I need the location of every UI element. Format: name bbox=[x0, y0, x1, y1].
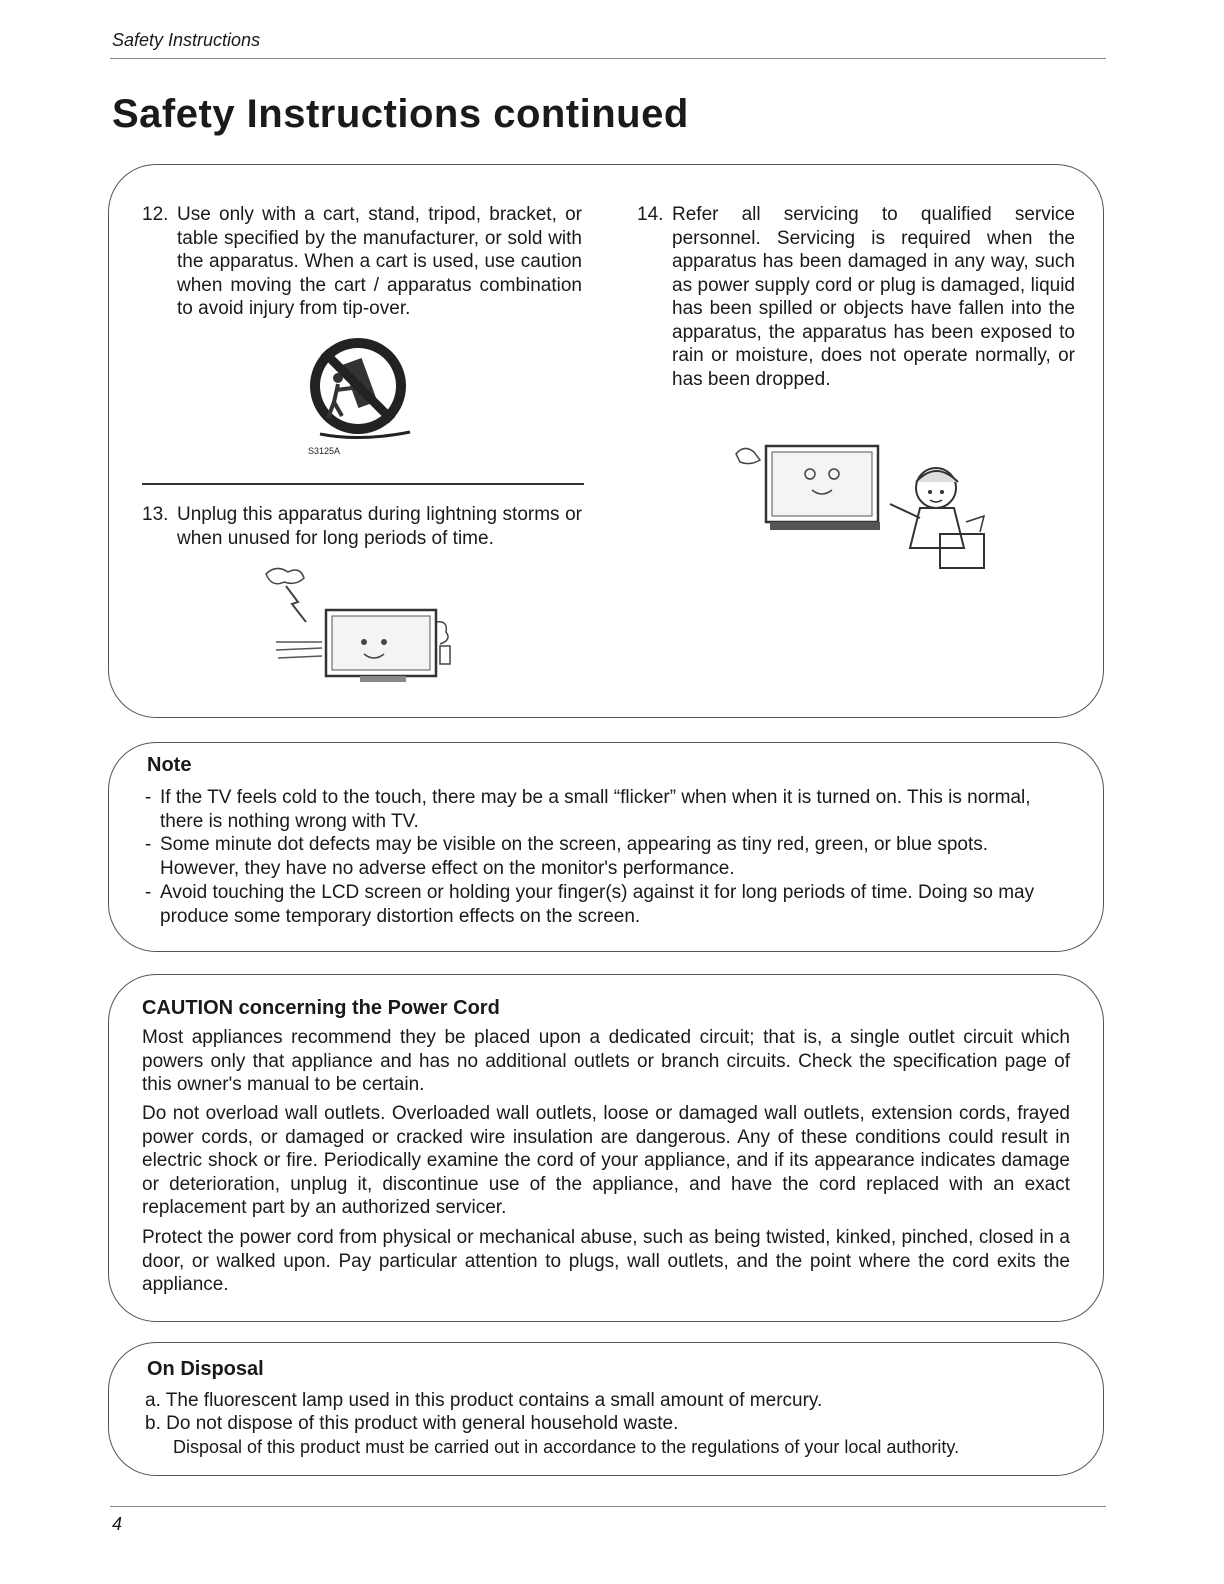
caution-paragraph: Do not overload wall outlets. Overloaded wall outlets, loose or damaged wall outlets, extension cords, frayed power cords, or damaged or cracked wire insulation are dangerous. Any of these conditions could result in electric shock or fire. Periodically examine the cord of your appliance, and if its appearance indicates damage or deterioration, unplug it, discontinue use of the appliance, and have the cord replaced with an exact replacement part by an authorized servicer. bbox=[142, 1103, 1070, 1218]
disposal-heading: On Disposal bbox=[147, 1358, 264, 1380]
note-text: If the TV feels cold to the touch, there may be a small “flicker” when when it is turned on. This is normal, there is nothing wrong with TV. bbox=[160, 787, 1031, 832]
instruction-item-14 bbox=[637, 203, 1075, 391]
note-text: Some minute dot defects may be visible on the screen, appearing as tiny red, green, or blue spots. However, they have no adverse effect on the monitor's performance. bbox=[160, 834, 989, 879]
item-text: Use only with a cart, stand, tripod, bracket, or table specified by the manufacturer, or sold with the apparatus. When a cart is used, use caution when moving the cart / apparatus combination to avoid injury from tip-over. bbox=[177, 204, 582, 319]
note-item: - If the TV feels cold to the touch, there may be a small “flicker” when when it is turned on. This is normal, there is nothing wrong with TV. bbox=[145, 786, 1065, 833]
item-number: 14. bbox=[637, 204, 664, 225]
page-number: 4 bbox=[112, 1514, 123, 1534]
caution-paragraph: Most appliances recommend they be placed upon a dedicated circuit; that is, a single outlet circuit which powers only that appliance and has no additional outlets or branch circuits. Check the specification page of this owner's manual to be certain. bbox=[142, 1027, 1070, 1095]
page-title: Safety Instructions continued bbox=[112, 92, 689, 136]
disposal-line-b: b. Do not dispose of this product with general household waste. bbox=[145, 1413, 679, 1434]
note-heading: Note bbox=[147, 754, 192, 776]
figure-code: S3125A bbox=[308, 446, 341, 456]
caution-paragraph: Protect the power cord from physical or mechanical abuse, such as being twisted, kinked, pinched, closed in a door, or walked upon. Pay particular attention to plugs, wall outlets, and the point where the cord exits the appliance. bbox=[142, 1227, 1070, 1295]
disposal-line-b-detail: Disposal of this product must be carried out in accordance to the regulations of your local authority. bbox=[173, 1437, 960, 1457]
instruction-item-12 bbox=[142, 203, 582, 321]
note-item: - Avoid touching the LCD screen or holding your finger(s) against it for long periods of time. Doing so may produce some temporary distortion effects on the screen. bbox=[145, 881, 1065, 928]
tv-unplug-lightning-illustration bbox=[256, 562, 456, 690]
instruction-item-13 bbox=[142, 503, 582, 550]
running-header: Safety Instructions bbox=[112, 30, 261, 50]
note-text: Avoid touching the LCD screen or holding your finger(s) against it for long periods of time. Doing so may produce some temporary distortion effects on the screen. bbox=[160, 882, 1035, 927]
note-item: - Some minute dot defects may be visible on the screen, appearing as tiny red, green, or blue spots. However, they have no adverse effect on the monitor's performance. bbox=[145, 833, 1065, 880]
disposal-line-a: a. The fluorescent lamp used in this product contains a small amount of mercury. bbox=[145, 1390, 823, 1411]
header-rule bbox=[110, 58, 1106, 59]
footer-rule bbox=[110, 1506, 1106, 1507]
item-number: 13. bbox=[142, 504, 169, 525]
item-number: 12. bbox=[142, 204, 169, 225]
item-text: Refer all servicing to qualified service personnel. Servicing is required when the apparatus has been damaged in any way, such as power supply cord or plug is damaged, liquid has been spilled or objects have fallen into the apparatus, the apparatus has been exposed to rain or moisture, does not operate normally, or has been dropped. bbox=[672, 204, 1075, 390]
tv-servicing-technician-illustration bbox=[730, 438, 990, 578]
item-divider bbox=[142, 483, 584, 485]
caution-heading: CAUTION concerning the Power Cord bbox=[142, 997, 500, 1019]
cart-tipover-warning-icon bbox=[300, 330, 420, 460]
item-text: Unplug this apparatus during lightning storms or when unused for long periods of time. bbox=[177, 504, 582, 549]
